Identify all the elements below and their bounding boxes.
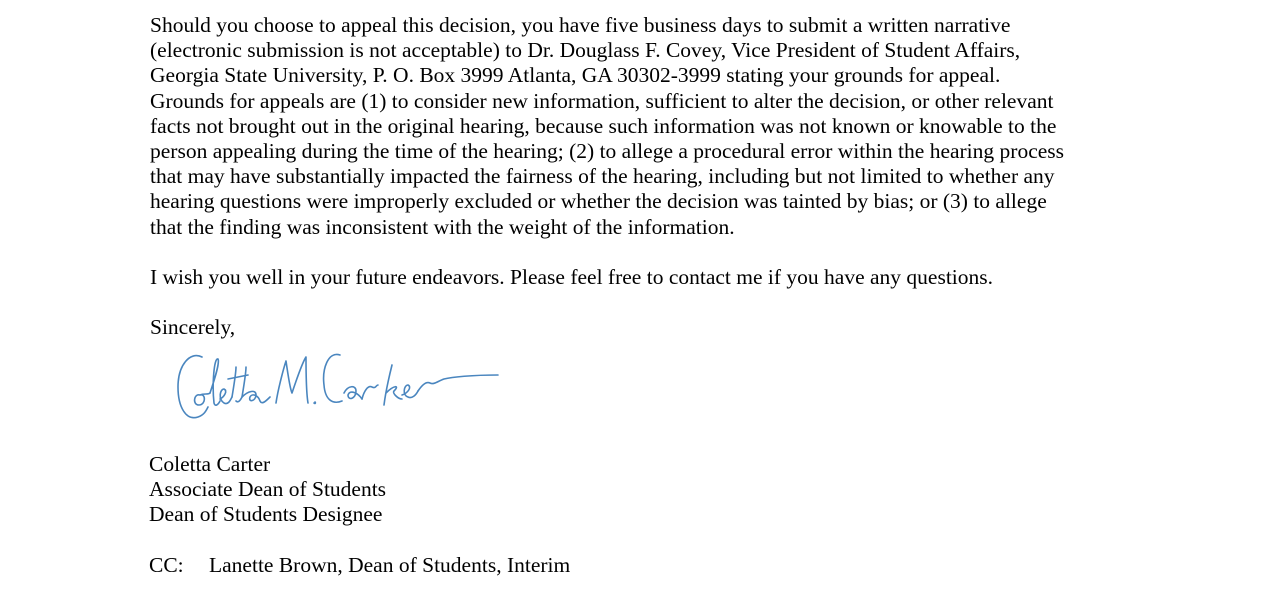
paragraph-line: that the finding was inconsistent with the weight of the information.	[150, 214, 735, 239]
salutation: Sincerely,	[150, 315, 236, 340]
paragraph-line: Should you choose to appeal this decision, you have five business days to submit a written narrative	[150, 13, 1011, 37]
signer-name: Coletta Carter	[149, 452, 271, 476]
signer-title: Associate Dean of Students	[149, 477, 387, 502]
letter-body	[150, 13, 1150, 340]
signer-block	[149, 452, 386, 528]
closing-note: I wish you well in your future endeavors. Please feel free to contact me if you have any questions.	[150, 264, 994, 289]
paragraph-line: Georgia State University, P. O. Box 3999 Atlanta, GA 30302-3999 stating your grounds for appeal.	[150, 63, 1001, 88]
paragraph-line: person appealing during the time of the hearing; (2) to allege a procedural error within the hearing process	[150, 139, 1065, 164]
paragraph-line: facts not brought out in the original hearing, because such information was not known or knowable to the	[150, 113, 1057, 138]
paragraph-line: (electronic submission is not acceptable) to Dr. Douglass F. Covey, Vice President of Student Affairs,	[150, 38, 1021, 63]
handwritten-signature	[172, 345, 512, 427]
appeal-paragraph	[150, 13, 1150, 240]
cc-line	[149, 553, 570, 578]
paragraph-line: Grounds for appeals are (1) to consider new information, sufficient to alter the decision, or other relevant	[150, 88, 1054, 113]
signer-role: Dean of Students Designee	[149, 502, 383, 527]
paragraph-line: hearing questions were improperly excluded or whether the decision was tainted by bias; or (3) to allege	[150, 189, 1047, 214]
paragraph-line: that may have substantially impacted the fairness of the hearing, including but not limited to whether any	[150, 164, 1055, 189]
signature-strokes	[178, 354, 498, 417]
cc-recipient: Lanette Brown, Dean of Students, Interim	[209, 553, 571, 577]
cc-label: CC:	[149, 553, 184, 577]
